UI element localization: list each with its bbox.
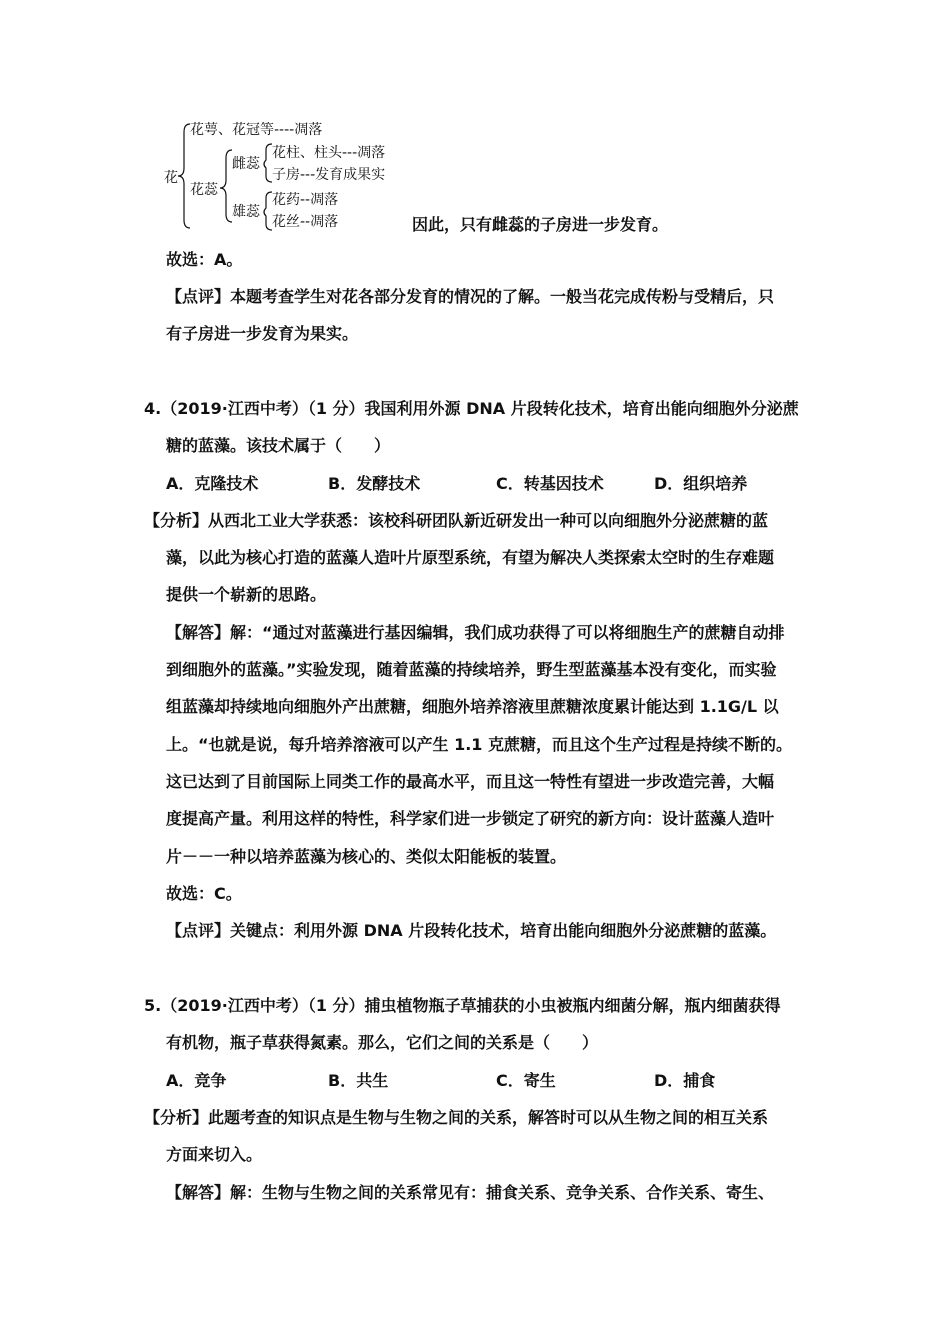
q5-analysis-line1: 【分析】此题考查的知识点是生物与生物之间的关系，解答时可以从生物之间的相互关系	[144, 1108, 769, 1127]
q4-solution-line4: 上。“也就是说，每升培养溶液可以产生 1.1 克蔗糖，而且这个生产过程是持续不断的。	[166, 735, 793, 754]
q4-answer: 故选：C。	[166, 884, 242, 903]
q4-solution-line1: 【解答】解：“通过对蓝藻进行基因编辑，我们成功获得了可以将细胞生产的蔗糖自动排	[166, 623, 785, 642]
q4-stem-line1: 4.（2019·江西中考）（1 分）我国利用外源 DNA 片段转化技术，培育出能向细胞外分泌蔗	[144, 399, 799, 418]
q4-solution-line5: 这已达到了目前国际上同类工作的最高水平，而且这一特性有望进一步改造完善，大幅	[166, 772, 775, 791]
q4-option-b: B．发酵技术	[328, 474, 421, 493]
q3-answer: 故选：A。	[166, 250, 243, 269]
q3-comment-line2: 有子房进一步发育为果实。	[166, 324, 359, 343]
q4-option-a: A．克隆技术	[166, 474, 259, 493]
q5-analysis-line2: 方面来切入。	[166, 1145, 263, 1164]
flower-structure-diagram	[160, 116, 420, 238]
diagram-pistil: 雌蕊	[232, 156, 260, 172]
q4-solution-line6: 度提高产量。利用这样的特性，科学家们进一步锁定了研究的新方向：设计蓝藻人造叶	[166, 809, 775, 828]
q4-comment: 【点评】关键点：利用外源 DNA 片段转化技术，培育出能向细胞外分泌蔗糖的蓝藻。	[166, 921, 777, 940]
diagram-style: 花柱、柱头---凋落	[272, 145, 386, 161]
diagram-filament: 花丝--凋落	[272, 214, 339, 230]
q5-option-b: B．共生	[328, 1071, 389, 1090]
diagram-sepal: 花萼、花冠等----凋落	[190, 122, 323, 138]
diagram-root: 花	[164, 170, 178, 186]
q3-comment-line1: 【点评】本题考查学生对花各部分发育的情况的了解。一般当花完成传粉与受精后，只	[166, 287, 775, 306]
q5-option-a: A．竞争	[166, 1071, 227, 1090]
diagram-anther: 花药--凋落	[272, 192, 339, 208]
q4-analysis-line2: 藻，以此为核心打造的蓝藻人造叶片原型系统，有望为解决人类探索太空时的生存难题	[166, 548, 775, 567]
q4-analysis-line3: 提供一个崭新的思路。	[166, 585, 327, 604]
q3-conclusion: 因此，只有雌蕊的子房进一步发育。	[412, 215, 669, 234]
q5-option-c: C．寄生	[496, 1071, 556, 1090]
q5-stem-line2: 有机物，瓶子草获得氮素。那么，它们之间的关系是（ ）	[166, 1033, 599, 1052]
q4-stem-line2: 糖的蓝藻。该技术属于（ ）	[166, 436, 391, 455]
q4-solution-line3: 组蓝藻却持续地向细胞外产出蔗糖，细胞外培养溶液里蔗糖浓度累计能达到 1.1G/L 以	[166, 697, 779, 716]
q4-solution-line7: 片－－一种以培养蓝藻为核心的、类似太阳能板的装置。	[166, 847, 567, 866]
q4-option-d: D．组织培养	[654, 474, 748, 493]
q4-analysis-line1: 【分析】从西北工业大学获悉：该校科研团队新近研发出一种可以向细胞外分泌蔗糖的蓝	[144, 511, 769, 530]
q5-stem-line1: 5.（2019·江西中考）（1 分）捕虫植物瓶子草捕获的小虫被瓶内细菌分解，瓶内细菌获得	[144, 996, 781, 1015]
q4-option-c: C．转基因技术	[496, 474, 604, 493]
diagram-stamen-group: 花蕊	[190, 182, 218, 198]
q5-option-d: D．捕食	[654, 1071, 716, 1090]
q5-solution-line1: 【解答】解：生物与生物之间的关系常见有：捕食关系、竞争关系、合作关系、寄生、	[166, 1183, 775, 1202]
diagram-ovary: 子房---发育成果实	[272, 167, 386, 183]
q4-solution-line2: 到细胞外的蓝藻。”实验发现，随着蓝藻的持续培养，野生型蓝藻基本没有变化，而实验	[166, 660, 777, 679]
diagram-male: 雄蕊	[232, 204, 260, 220]
